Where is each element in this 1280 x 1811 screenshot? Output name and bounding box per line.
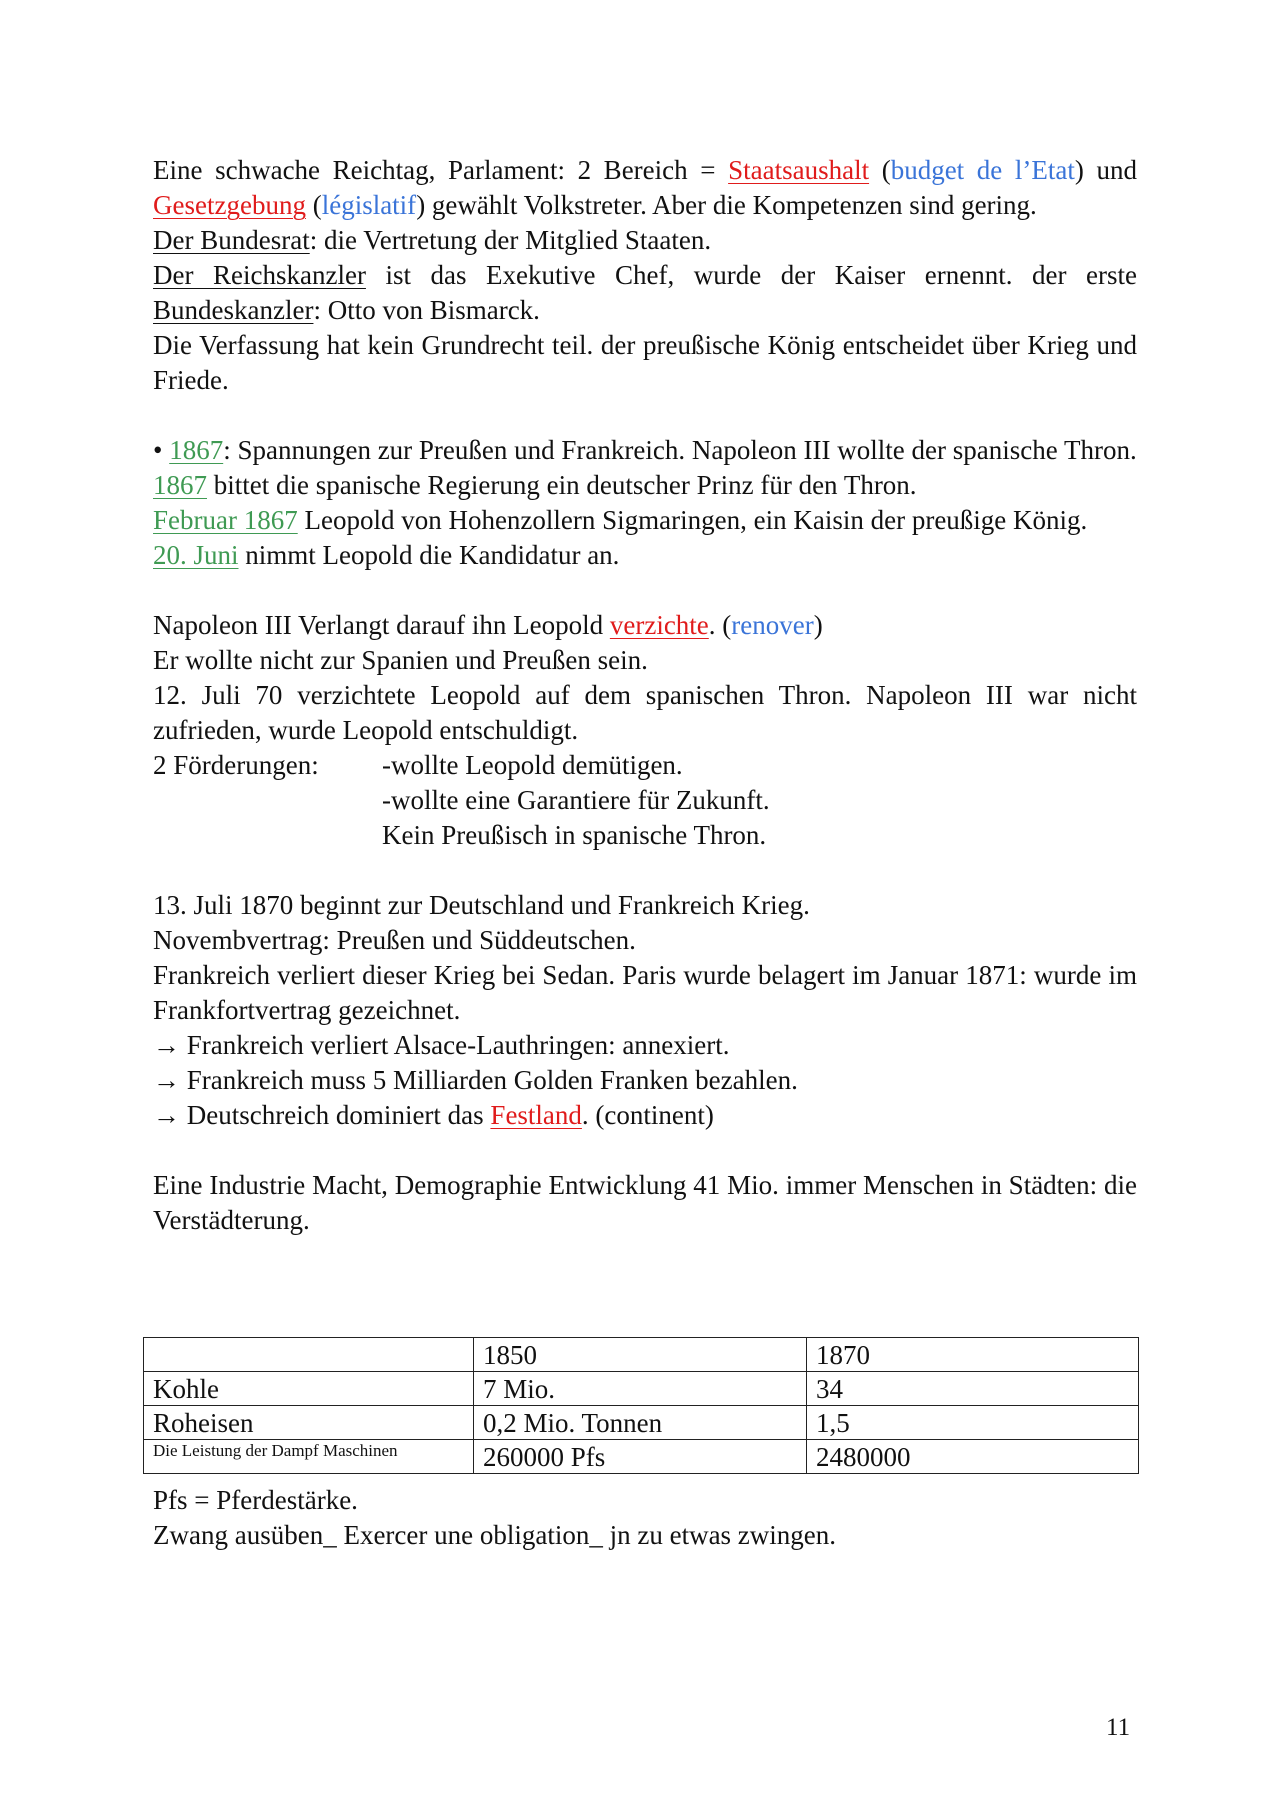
spacer (153, 573, 1137, 608)
text: Leopold von Hohenzollern Sigmaringen, ein Kaisin der preußige König. (297, 505, 1088, 535)
table-row (144, 1440, 1139, 1474)
paragraph-juli-12: 12. Juli 70 verzichtete Leopold auf dem spanischen Thron. Napoleon III war nicht zufrieden, wurde Leopold entschuldigt. (153, 680, 1137, 745)
term-festland: Festland (490, 1100, 582, 1130)
table-cell: 0,2 Mio. Tonnen (474, 1406, 807, 1440)
table-cell: 260000 Pfs (474, 1440, 807, 1474)
spacer (153, 1133, 1137, 1168)
text: : Otto von Bismarck. (313, 295, 540, 325)
paragraph-industrie: Eine Industrie Macht, Demographie Entwicklung 41 Mio. immer Menschen in Städten: die Verstädterung. (153, 1170, 1137, 1235)
date-1867: 1867 (153, 470, 207, 500)
table-header-row (144, 1338, 1139, 1372)
forderungen-label: 2 Förderungen: (153, 750, 319, 780)
term-verzichte: verzichte (609, 610, 709, 640)
spacer (153, 398, 1137, 433)
arrow-line: → Frankreich verliert Alsace-Lauthringen: annexiert. (153, 1030, 730, 1060)
page-number: 11 (1106, 1714, 1131, 1741)
text: . (continent) (581, 1100, 714, 1130)
after-table-notes (153, 1483, 1137, 1553)
paragraph-spannungen (153, 433, 1137, 468)
text: nimmt Leopold die Kandidatur an. (238, 540, 620, 570)
forderung-item: -wollte Leopold demütigen. (382, 750, 683, 780)
line-zwang: Zwang ausüben_ Exercer une obligation_ jn zu etwas zwingen. (153, 1520, 837, 1550)
term-bundesrat: Der Bundesrat (153, 225, 310, 255)
table-cell: Die Leistung der Dampf Maschinen (144, 1440, 474, 1474)
text: ) gewählt Volkstreter. Aber die Kompetenzen sind gering. (416, 190, 1037, 220)
translation-legislatif: législatif (321, 190, 417, 220)
text: ( (305, 190, 322, 220)
bullet: • (153, 435, 170, 465)
translation-renover: renover (731, 610, 814, 640)
line-spanien: Er wollte nicht zur Spanien und Preußen sein. (153, 645, 648, 675)
text: bittet die spanische Regierung ein deutscher Prinz für den Thron. (207, 470, 917, 500)
line-krieg-beginn: 13. Juli 1870 beginnt zur Deutschland und Frankreich Krieg. (153, 890, 810, 920)
line-verlangt (153, 608, 1137, 643)
table-cell (144, 1338, 474, 1372)
term-reichskanzler: Der Reichskanzler (153, 260, 366, 290)
table-cell: 1850 (474, 1338, 807, 1372)
paragraph-sedan: Frankreich verliert dieser Krieg bei Sedan. Paris wurde belagert im Januar 1871: wurde im Frankfortvertrag gezeichnet. (153, 960, 1137, 1025)
table-cell: Kohle (144, 1372, 474, 1406)
text: Eine schwache Reichtag, Parlament: 2 Bereich = (153, 155, 729, 185)
text: ) (813, 610, 823, 640)
line-bittet (153, 468, 1137, 503)
paragraph-verfassung: Die Verfassung hat kein Grundrecht teil. der preußische König entscheidet über Krieg und Friede. (153, 330, 1137, 395)
table-cell: 34 (807, 1372, 1139, 1406)
term-gesetzgebung: Gesetzgebung (153, 190, 306, 220)
date-februar-1867: Februar 1867 (153, 505, 298, 535)
paragraph-februar (153, 503, 1137, 538)
text: : Spannungen zur Preußen und Frankreich. Napoleon III wollte der spanische Thron. (223, 435, 1137, 465)
translation-budget: budget de l’Etat (890, 155, 1075, 185)
date-20-juni: 20. Juni (153, 540, 239, 570)
line-bundesrat (153, 223, 1137, 258)
text: ) und (1074, 155, 1137, 185)
forderungen-row (153, 748, 1137, 783)
arrow-line (153, 1098, 1137, 1133)
text: . ( (708, 610, 732, 640)
line-juni (153, 538, 1137, 573)
text: → Deutschreich dominiert das (153, 1100, 491, 1130)
text: : die Vertretung der Mitglied Staaten. (309, 225, 712, 255)
term-bundeskanzler: Bundeskanzler (153, 295, 314, 325)
term-staatsaushalt: Staatsaushalt (728, 155, 870, 185)
production-table (143, 1337, 1139, 1474)
arrow-line: → Frankreich muss 5 Milliarden Golden Franken bezahlen. (153, 1065, 798, 1095)
spacer (153, 853, 1137, 888)
text: ist das Exekutive Chef, wurde der Kaiser ernennt. der erste (365, 260, 1137, 290)
line-pfs: Pfs = Pferdestärke. (153, 1485, 358, 1515)
table-cell: 2480000 (807, 1440, 1139, 1474)
text: ( (869, 155, 891, 185)
paragraph-reichstag (153, 153, 1137, 223)
date-1867: 1867 (169, 435, 224, 465)
page-body (153, 153, 1137, 1238)
forderung-item: -wollte eine Garantiere für Zukunft. (382, 785, 770, 815)
paragraph-reichskanzler (153, 258, 1137, 328)
table-row (144, 1372, 1139, 1406)
line-vertrag: Novembvertrag: Preußen und Süddeutschen. (153, 925, 636, 955)
forderung-item: Kein Preußisch in spanische Thron. (382, 820, 767, 850)
table-cell: 7 Mio. (474, 1372, 807, 1406)
table-cell: 1870 (807, 1338, 1139, 1372)
table-cell: 1,5 (807, 1406, 1139, 1440)
table-cell: Roheisen (144, 1406, 474, 1440)
table-row (144, 1406, 1139, 1440)
text: Napoleon III Verlangt darauf ihn Leopold (153, 610, 610, 640)
